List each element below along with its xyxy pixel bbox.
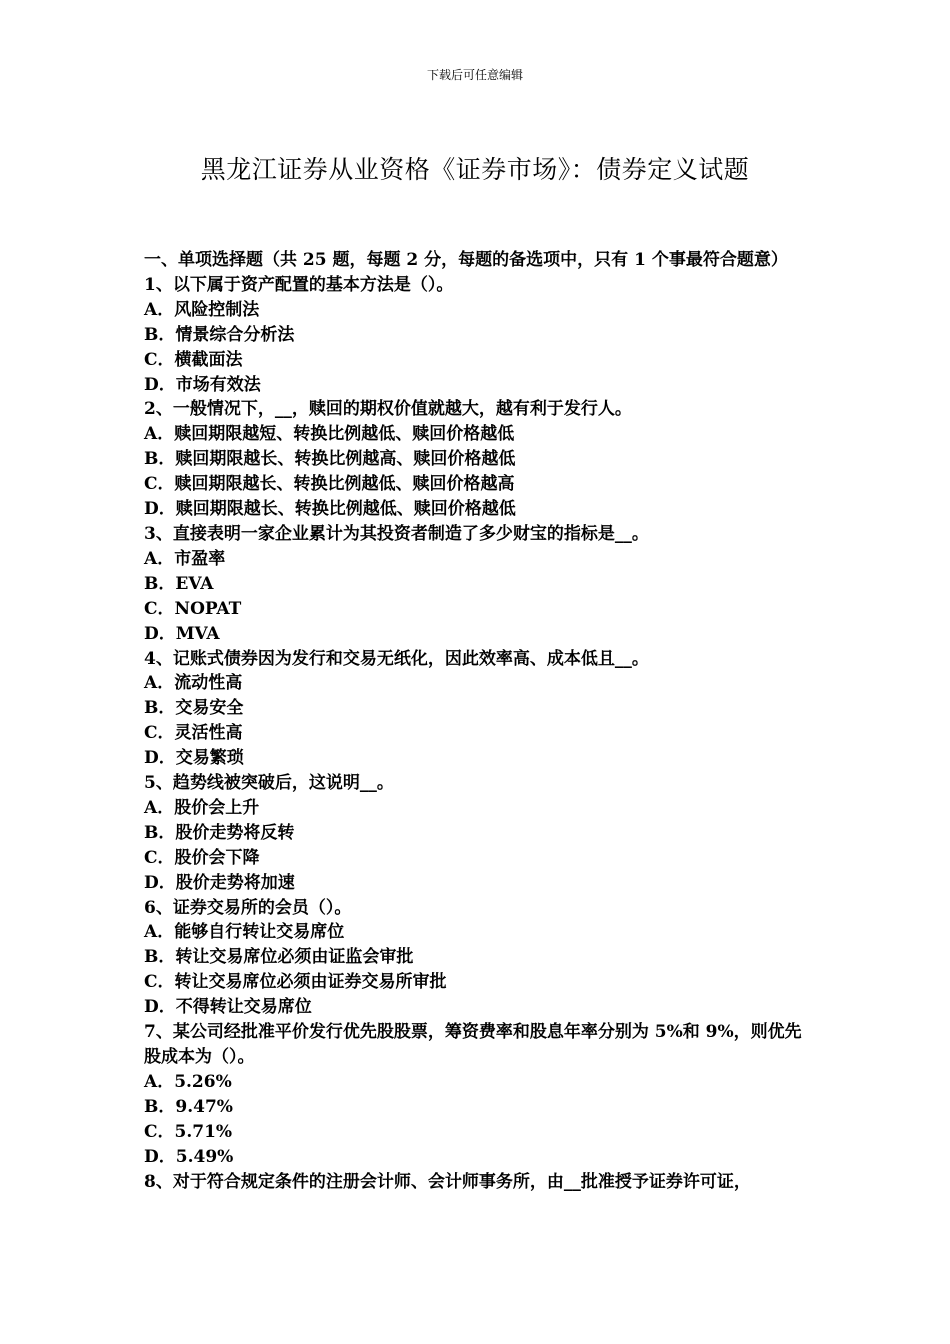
option-a: A．赎回期限越短、转换比例越低、赎回价格越低 [144,424,515,445]
option-c: C．NOPAT [144,598,242,619]
option-c: C．5.71% [144,1121,233,1142]
question-stem: 3、直接表明一家企业累计为其投资者制造了多少财宝的指标是__。 [144,523,649,544]
option-b: B．股价走势将反转 [144,822,295,843]
option-d: D．交易繁琐 [144,748,244,769]
option-d: D．赎回期限越长、转换比例越低、赎回价格越低 [144,499,516,520]
question-5 [144,771,816,896]
option-a: A．流动性高 [144,673,243,694]
document-body [144,248,816,1194]
option-d: D．5.49% [144,1146,234,1167]
option-a: A．股价会上升 [144,797,260,818]
option-b: B．交易安全 [144,698,244,719]
question-8 [144,1170,816,1195]
option-b: B．EVA [144,573,214,594]
question-stem: 7、某公司经批准平价发行优先股股票，筹资费率和股息年率分别为 5%和 9%，则优先股成本为（）。 [144,1022,802,1067]
option-c: C．股价会下降 [144,847,260,868]
header-note: 下载后可任意编辑 [426,68,523,82]
option-b: B．9.47% [144,1096,233,1117]
question-stem: 1、以下属于资产配置的基本方法是（）。 [144,274,454,295]
question-2 [144,397,816,522]
question-1 [144,273,816,398]
option-c: C．灵活性高 [144,723,243,744]
question-7 [144,1020,816,1169]
option-a: A．5.26% [144,1071,232,1092]
option-d: D．MVA [144,623,220,644]
option-b: B．转让交易席位必须由证监会审批 [144,947,414,968]
option-c: C．转让交易席位必须由证券交易所审批 [144,972,447,993]
question-6 [144,896,816,1021]
option-d: D．股价走势将加速 [144,872,295,893]
option-c: C．横截面法 [144,349,243,370]
question-stem: 5、趋势线被突破后，这说明__。 [144,773,394,794]
option-a: A．市盈率 [144,548,226,569]
question-stem: 6、证券交易所的会员（）。 [144,897,352,918]
option-a: A．能够自行转让交易席位 [144,922,345,943]
question-stem: 8、对于符合规定条件的注册会计师、会计师事务所，由__批准授予证券许可证， [144,1171,751,1192]
option-d: D．不得转让交易席位 [144,997,312,1018]
option-b: B．情景综合分析法 [144,324,295,345]
option-d: D．市场有效法 [144,374,261,395]
question-stem: 2、一般情况下，__，赎回的期权价值就越大，越有利于发行人。 [144,399,632,420]
question-3 [144,522,816,647]
question-4 [144,647,816,772]
document-title: 黑龙江证券从业资格《证券市场》：债券定义试题 [200,155,750,184]
option-a: A．风险控制法 [144,299,260,320]
option-b: B．赎回期限越长、转换比例越高、赎回价格越低 [144,449,516,470]
section-heading: 一、单项选择题（共 25 题，每题 2 分，每题的备选项中，只有 1 个事最符合题意） [144,250,788,270]
option-c: C．赎回期限越长、转换比例越低、赎回价格越高 [144,474,515,495]
question-stem: 4、记账式债券因为发行和交易无纸化，因此效率高、成本低且__。 [144,648,649,669]
